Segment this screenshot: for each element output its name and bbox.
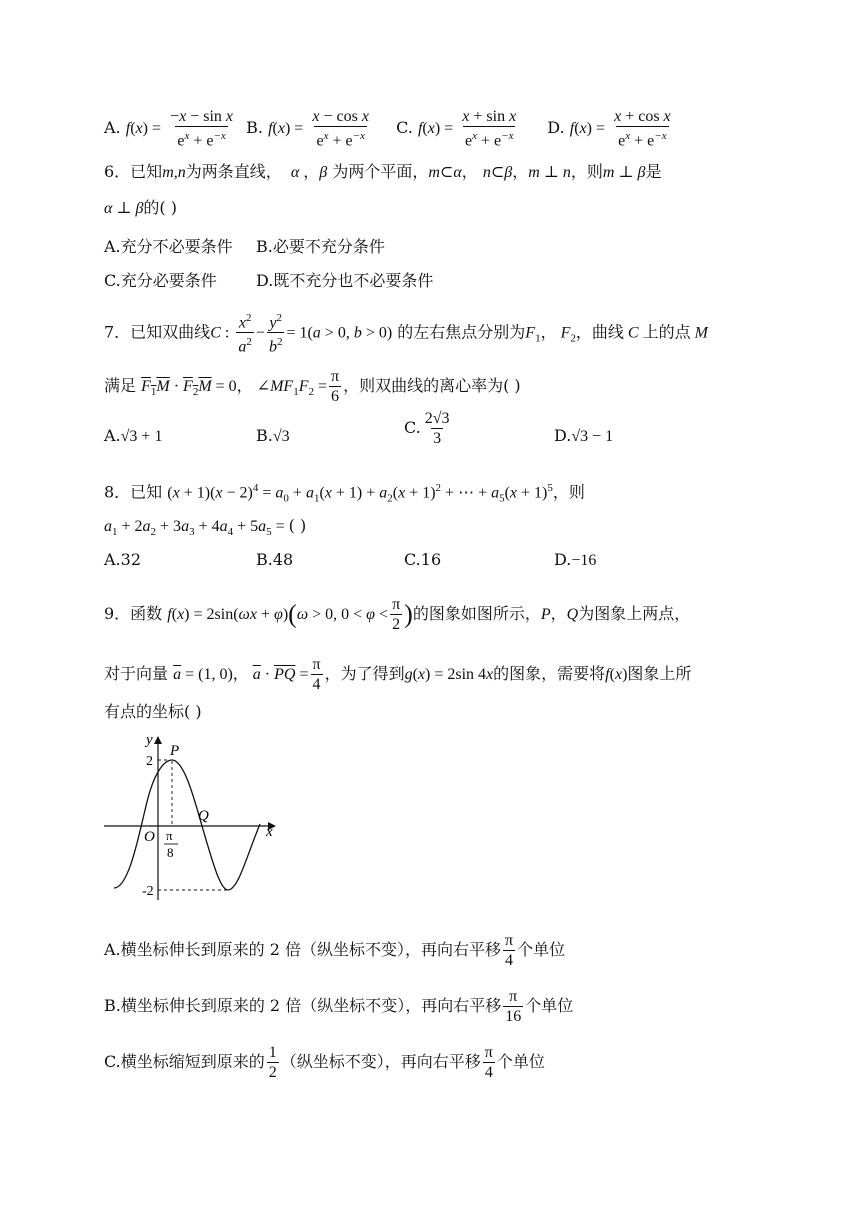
q6-option-d[interactable]: D.既不充分也不必要条件 [256,271,434,290]
q8-stem-line1: 8．已知 $(x + 1)(x - 2)^4 = a_0 + a_1(x + 1) + a_2(x + 1)^2$ + ⋯ + $a_5(x + 1)^5$，则 [104,482,585,505]
q8-option-b[interactable]: B.48 [256,550,294,569]
q5-option-d[interactable]: D. f(x) = $\frac{\text{x + cos x}}{e^x + e^{-x}}$ [547,108,671,150]
q7-stem-line2: 满足 $F_1M \cdot F_2M = 0$， $\angle MF_1F_2$ = $\frac{\pi}{6}$ ，则双曲线的离心率为( ) [104,368,521,405]
q7-option-b[interactable]: B.√3 [256,426,290,445]
y-max-label: 2 [146,754,153,769]
q9-stem-line1: 9．函数 f(x) = 2sin(ωx + φ)(ω > 0, 0 < φ < $\frac{\pi}{2}$ )的图象如图所示，P，Q为图象上两点， [104,596,691,633]
q7-option-d[interactable]: D.√3 − 1 [554,426,614,445]
q7-stem-line1: 7．已知双曲线C : $\frac{x^2}{a^2}$ − $\frac{y^2}{b^2}$ = 1(a > 0, b > 0) 的左右焦点分别为$F_1$， $F_2$，曲线 C 上的点 M [104,312,708,356]
q9-stem-line3: 有点的坐标( ) [104,702,202,721]
q6-option-b[interactable]: B.必要不充分条件 [256,237,385,256]
q8-option-c[interactable]: C.16 [404,550,442,569]
point-p-label: P [170,743,180,759]
q5-option-c[interactable]: C. f(x) = $\frac{\text{x + sin x}}{e^x + e^{-x}}$ [396,108,517,150]
q6-stem-line2: α ⊥ β的( ) [104,198,177,217]
q9-sine-graph [100,728,290,908]
q9-stem-line2: 对于向量 $\overline{a} = (1$, 0)， $\overline{a} \cdot \overline{PQ}$ = $\frac{\pi}{4}$ ，为了得到g(x) = 2sin 4x的图象，需要将f(x)图象上所 [104,656,692,693]
x-tick-denominator: 8 [167,845,174,860]
q5-option-b[interactable]: B. f(x) = $\frac{\text{x − cos x}}{e^x + e^{-x}}$ [246,108,369,150]
x-axis-label: x [266,824,273,840]
y-axis-arrow-icon [154,736,162,744]
q7-option-a[interactable]: A.√3 + 1 [104,426,163,445]
q9-option-a[interactable]: A.横坐标伸长到原来的 2 倍（纵坐标不变），再向右平移 $\frac{\pi}{4}$ 个单位 [104,932,566,969]
q6-stem-line1: 6．已知m,n为两条直线， α ，β 为两个平面，m⊂α， n⊂β，m ⊥ n，则m ⊥ β是 [104,162,662,181]
q7-option-c[interactable]: C. $\frac{2√3}{3}$ [404,410,450,447]
x-tick-numerator: π [166,828,173,843]
q8-option-d[interactable]: D.−16 [554,550,597,569]
q5-option-a[interactable]: A. f(x) = $\frac{\text{−x − sin x}}{e^x + e^{-x}}$ [104,108,234,150]
y-min-label: -2 [142,884,154,899]
point-q-label: Q [198,808,209,824]
q6-option-a[interactable]: A.充分不必要条件 [104,237,233,256]
q8-stem-line2: $a_1 + 2a_2 + 3a_3 + 4a_4 + 5a_5$ = ( ) [104,516,307,539]
origin-label: O [144,829,155,845]
q9-option-c[interactable]: C.横坐标缩短到原来的 $\frac{1}{2}$ （纵坐标不变），再向右平移 $\frac{\pi}{4}$ 个单位 [104,1044,545,1081]
sine-curve [114,760,260,890]
q8-option-a[interactable]: A.32 [104,550,141,569]
q5-options [104,108,675,149]
q9-option-b[interactable]: B.横坐标伸长到原来的 2 倍（纵坐标不变），再向右平移 $\frac{\pi}{16}$ 个单位 [104,988,574,1025]
y-axis-label: y [146,732,153,748]
q6-option-c[interactable]: C.充分必要条件 [104,271,217,290]
